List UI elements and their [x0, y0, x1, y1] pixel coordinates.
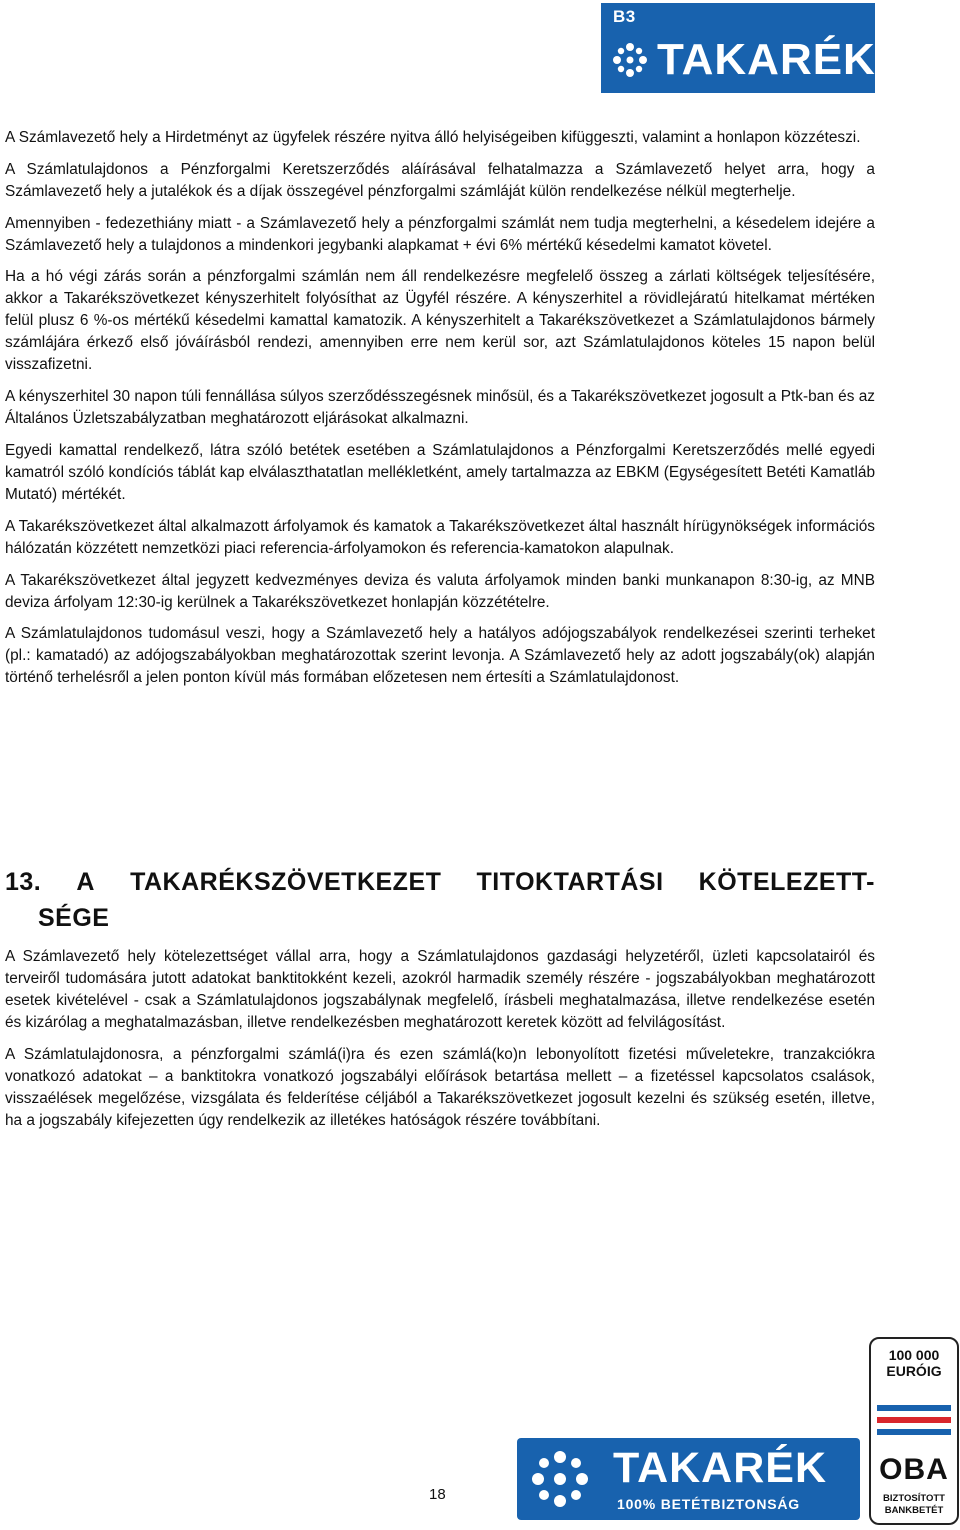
section-body-text: [5, 946, 875, 1142]
paragraph: A Számlatulajdonos tudomásul veszi, hogy a Számlavezető hely a hatályos adójogszabályok rendelkezései szerinti terheket (pl.: kamatadó) az adójogszabályokban meghatározottak szerint levonja. A Számlavezető hely az adott jogszabály(ok) alapján történő terhelésről a jelen ponton kívül más formában előzetesen nem értesíti a Számlatulajdonost.: [5, 625, 875, 687]
section-number: 13.: [5, 868, 42, 896]
paragraph: A Számlavezető hely kötelezettséget vállal arra, hogy a Számlatulajdonos gazdasági helyzetéről, üzleti kapcsolatairól és terveiről tudomására jutott adatokat banktitokként kezeli, azokról harmadik személy részére - jogszabályokban meghatározott esetek kivételével - csak a Számlatulajdonos jogszabálynak megfelelő, írásbeli meghatalmazása, illetve rendelkezése esetén és kizárólag a meghatalmazásban, illetve rendelkezésben meghatározott keretek között ad felvilágosítást.: [5, 948, 875, 1031]
logo-tagline: 100% BETÉTBIZTONSÁG: [617, 1496, 800, 1512]
section-title-word: KÖTELEZETT-: [698, 868, 875, 896]
logo-wordmark: TAKARÉK: [657, 35, 876, 84]
section-title-word: TAKARÉKSZÖVETKEZET: [130, 868, 442, 896]
paragraph: A Számlatulajdonos a Pénzforgalmi Keretszerződés aláírásával felhatalmazza a Számlavezető helyet arra, hogy a Számlavezető hely a jutalékok és a díjak összegével pénzforgalmi számláját külön rendelkezése nélkül megterhelje.: [5, 160, 875, 200]
oba-stripe: [877, 1405, 951, 1411]
paragraph: A Számlavezető hely a Hirdetményt az ügyfelek részére nyitva álló helyiségeiben kifüggeszti, valamint a honlapon közzéteszi.: [5, 129, 861, 146]
section-heading: [5, 864, 875, 936]
oba-text: OBA: [879, 1453, 949, 1486]
paragraph: A Takarékszövetkezet által alkalmazott árfolyamok és kamatok a Takarékszövetkezet által használt hírügynökségek információs hálózatán közzétett nemzetközi piaci referencia-árfolyamokon és referencia-kamatokon alapulnak.: [5, 517, 875, 557]
takarek-mark-icon: [611, 41, 649, 79]
oba-caption: BIZTOSÍTOTT BANKBETÉT: [883, 1493, 945, 1516]
section-title-continuation: SÉGE: [38, 904, 110, 932]
paragraph: A Takarékszövetkezet által jegyzett kedvezményes deviza és valuta árfolyamok minden banki munkanapon 8:30-ig, az MNB deviza árfolyam 12:30-ig kerülnek a Takarékszövetkezet honlapján közzétételre.: [5, 571, 875, 611]
page-number: 18: [429, 1486, 446, 1503]
logo-wordmark: TAKARÉK: [613, 1444, 828, 1492]
paragraph: A Számlatulajdonosra, a pénzforgalmi számlá(i)ra és ezen számlá(ko)n lebonyolított fizetési műveletekre, tranzakciókra vonatkozó adatokat – a banktitokra vonatkozó jogszabályi előírások betartása mellett – a fizetéssel kapcsolatos csalások, visszaélések megelőzése, vizsgálata és felderítése céljából a Takarékszövetkezet jogosult kezelni és szükség esetén, illetve, ha a jogszabály kifejezetten úgy rendelkezik az illetékes hatóságok részére továbbítani.: [5, 1045, 875, 1129]
paragraph: Ha a hó végi zárás során a pénzforgalmi számlán nem áll rendelkezésre megfelelő összeg a zárlati költségek teljesítésére, akkor a Takarékszövetkezet kényszerhitelt folyósíthat az Ügyfél részére. A kényszerhitel a rövidlejáratú hitelkamat mértéken felül plusz 6 %-os mértékű késedelmi kamattal kamatozik. A kényszerhitelt a Takarékszövetkezet a Számlatulajdonos bármely számlájára érkező első jóváírásból rendezi, amennyiben erre nem kerül sor, azt Számlatulajdonos köteles 15 napon belül visszafizetni.: [5, 268, 875, 374]
section-title-word: A: [76, 868, 95, 896]
oba-stripe: [877, 1417, 951, 1423]
oba-badge: [869, 1337, 959, 1525]
oba-stripe: [877, 1429, 951, 1435]
section-title-word: TITOKTARTÁSI: [476, 868, 664, 896]
paragraph: Amennyiben - fedezethiány miatt - a Számlavezető hely a pénzforgalmi számlát nem tudja megterhelni, a késedelem idejére a Számlavezető hely a tulajdonos a mindenkori jegybanki alapkamat + évi 6% mértékű késedelmi kamatot követel.: [5, 214, 875, 254]
body-text: [5, 127, 875, 699]
logo-b3-text: B3: [613, 7, 636, 26]
paragraph: A kényszerhitel 30 napon túli fennállása súlyos szerződésszegésnek minősül, és a Takarékszövetkezet jogosult a Ptk-ban és az Általános Üzletszabályzatban meghatározott eljárásokat alkalmazni.: [5, 388, 875, 428]
takarek-betetbiztonsag-logo: [517, 1438, 860, 1520]
oba-amount: 100 000 EURÓIG: [886, 1347, 942, 1379]
paragraph: Egyedi kamattal rendelkező, látra szóló betétek esetében a Számlatulajdonos a Pénzforgalmi Keretszerződés mellé egyedi kamatról szóló kondíciós táblát kap elválaszthatatlan mellékletként, amely tartalmazza az EBKM (Egységesített Betéti Kamatláb Mutató) mértékét.: [5, 441, 875, 503]
takarek-logo-header: [601, 3, 875, 93]
takarek-mark-icon: [527, 1448, 593, 1510]
